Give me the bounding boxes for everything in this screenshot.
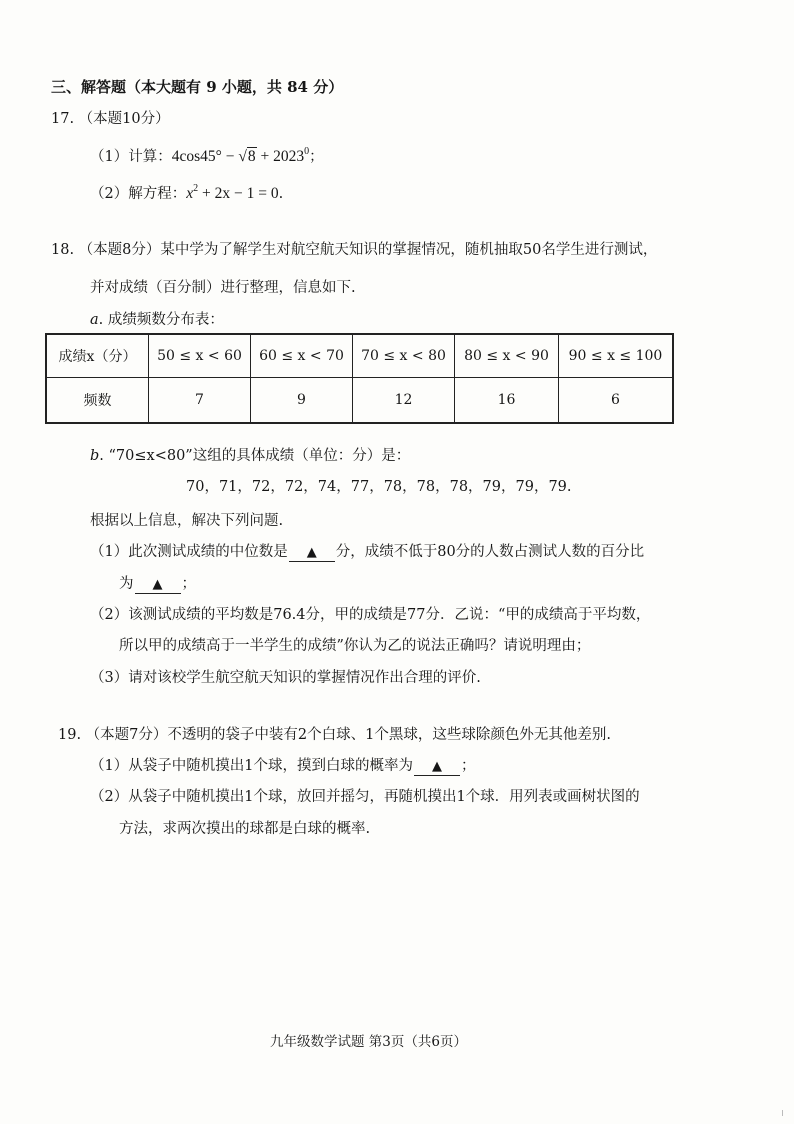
- table-row: [46, 377, 673, 423]
- expr-term-b: + 2023: [256, 148, 305, 165]
- q18-subquestion-2: （2）该测试成绩的平均数是76.4分，甲的成绩是77分．乙说：“甲的成绩高于平均数，: [90, 607, 651, 623]
- item-letter-b: b: [90, 448, 100, 464]
- q19-subquestion-2: （2）从袋子中随机摸出1个球，放回并摇匀，再随机摸出1个球．用列表或画树状图的: [90, 789, 640, 805]
- sqrt-radical: √: [238, 148, 247, 165]
- exponent: 0: [304, 146, 310, 157]
- q17-part1-label: （1）计算：: [90, 149, 172, 165]
- punctuation: ；: [309, 149, 324, 165]
- sqrt-argument: 8: [247, 148, 256, 165]
- q17-part2-label: （2）解方程：: [90, 186, 187, 202]
- q18-item-a: [90, 308, 224, 329]
- item-b-text: . “70≤x<80”这组的具体成绩（单位：分）是：: [99, 448, 411, 464]
- subq-text: （1）从袋子中随机摸出1个球，摸到白球的概率为: [90, 758, 413, 774]
- variable-x: x: [186, 185, 194, 202]
- q17-part2: [90, 182, 283, 203]
- table-header-cell: 80 ≤ x < 90: [455, 334, 559, 377]
- answer-blank: ▲: [414, 759, 460, 776]
- item-a-text: . 成绩频数分布表：: [98, 312, 224, 328]
- answer-blank: ▲: [135, 577, 181, 594]
- answer-blank: ▲: [289, 545, 335, 562]
- q17-heading: 17. （本题10分）: [51, 111, 170, 127]
- exponent: 2: [193, 183, 199, 194]
- q18-subquestion-1-cont: [119, 572, 196, 594]
- q18-lead: 根据以上信息，解决下列问题.: [90, 513, 284, 529]
- table-header-row: [46, 334, 673, 377]
- q18-subquestion-3: （3）请对该校学生航空航天知识的掌握情况作出合理的评价.: [90, 670, 481, 686]
- table-cell: 频数: [46, 377, 149, 423]
- frequency-table: [45, 333, 674, 424]
- q18-subquestion-1: [90, 540, 644, 562]
- q18-heading-line2: 并对成绩（百分制）进行整理，信息如下.: [90, 280, 356, 296]
- table-header-cell: 90 ≤ x ≤ 100: [559, 334, 674, 377]
- equation-rest: + 2x − 1 = 0: [198, 185, 279, 202]
- subq-text: （1）此次测试成绩的中位数是: [90, 544, 288, 560]
- page-footer: 九年级数学试题 第3页（共6页）: [270, 1034, 467, 1050]
- table-cell: 6: [559, 377, 674, 423]
- subq-text: ；: [181, 576, 196, 592]
- q19-heading: 19. （本题7分）不透明的袋子中装有2个白球、1个黑球，这些球除颜色外无其他差别.: [58, 727, 611, 743]
- table-header-cell: 70 ≤ x < 80: [353, 334, 455, 377]
- table-cell: 7: [149, 377, 251, 423]
- section-title: 三、解答题（本大题有 9 小题，共 84 分）: [51, 78, 344, 96]
- q18-score-list: 70，71，72，72，74，77，78，78，78，79，79，79.: [186, 479, 572, 495]
- table-cell: 9: [251, 377, 353, 423]
- q18-item-b: [90, 444, 410, 465]
- expr-term-a: 4cos45° −: [171, 148, 239, 165]
- q18-heading: 18. （本题8分）某中学为了解学生对航空航天知识的掌握情况，随机抽取50名学生进行测试，: [51, 242, 658, 258]
- item-letter-a: a: [90, 312, 99, 328]
- table-cell: 12: [353, 377, 455, 423]
- q17-part2-equation: [186, 185, 278, 202]
- table-header-cell: 50 ≤ x < 60: [149, 334, 251, 377]
- q18-subquestion-2-cont: 所以甲的成绩高于一半学生的成绩”你认为乙的说法正确吗？请说明理由；: [119, 638, 591, 654]
- scan-mark: [782, 1110, 787, 1116]
- q19-subquestion-1: [90, 754, 475, 776]
- subq-text: ；: [460, 758, 476, 774]
- table-cell: 16: [455, 377, 559, 423]
- punctuation: .: [278, 186, 284, 202]
- subq-text: 为: [119, 576, 134, 592]
- subq-text: 分，成绩不低于80分的人数占测试人数的百分比: [335, 544, 645, 560]
- table-header-cell: 60 ≤ x < 70: [251, 334, 353, 377]
- q17-part1-expression: [172, 148, 309, 165]
- table-header-cell: 成绩x（分）: [46, 334, 149, 377]
- q19-subquestion-2-cont: 方法，求两次摸出的球都是白球的概率.: [119, 821, 371, 837]
- q17-part1: [90, 145, 324, 166]
